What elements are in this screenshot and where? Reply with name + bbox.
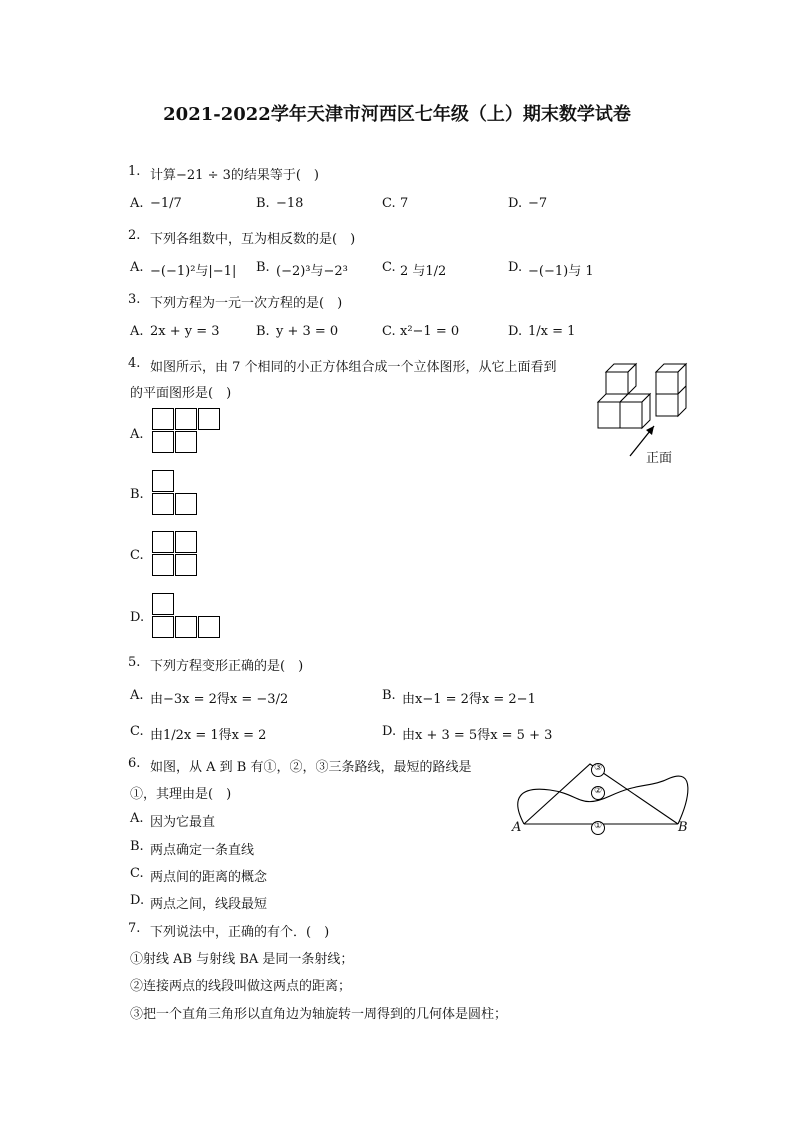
q3-option-a-label: A.	[130, 324, 144, 339]
q6-route-figure	[510, 758, 700, 838]
q1-number: 1.	[128, 164, 141, 179]
q5-option-b: 由x−1 = 2得x = 2−1	[402, 692, 536, 707]
q4-option-c-label: C.	[130, 548, 144, 563]
q1-option-d-label: D.	[508, 196, 523, 211]
q2-option-a-label: A.	[130, 260, 144, 275]
q4-option-b-label: B.	[130, 487, 144, 502]
page-title: 2021-2022学年天津市河西区七年级（上）期末数学试卷	[163, 104, 631, 125]
q6-route-1-label: ①	[593, 821, 603, 831]
q5-option-c: 由1/2x = 1得x = 2	[150, 728, 267, 743]
q7-statement-2: ②连接两点的线段叫做这两点的距离；	[130, 979, 352, 994]
q5-option-a-label: A.	[130, 688, 144, 703]
q4-option-a-grid	[152, 408, 224, 456]
q3-option-b: y + 3 = 0	[276, 324, 339, 339]
q4-text-line1: 如图所示，由 7 个相同的小正方体组合成一个立体图形，从它上面看到	[150, 360, 557, 375]
q5-option-a: 由−3x = 2得x = −3/2	[150, 692, 289, 707]
q2-text: 下列各组数中，互为相反数的是( )	[150, 232, 356, 247]
q1-option-c: 7	[400, 196, 409, 211]
q6-option-b: 两点确定一条直线	[150, 843, 255, 858]
q6-option-c: 两点间的距离的概念	[150, 870, 268, 885]
q4-option-a-label: A.	[130, 427, 144, 442]
q1-option-a-label: A.	[130, 196, 144, 211]
q4-front-label: 正面	[646, 451, 673, 466]
q3-text: 下列方程为一元一次方程的是( )	[150, 296, 343, 311]
q3-option-c-label: C.	[382, 324, 396, 339]
q1-option-d: −7	[528, 196, 548, 211]
q6-route-3-label: ③	[593, 763, 603, 773]
q6-route-2-line	[518, 776, 688, 824]
q7-text: 下列说法中，正确的有个．( )	[150, 925, 330, 940]
q2-option-d: −(−1)与 1	[528, 264, 594, 279]
q2-option-b-label: B.	[256, 260, 270, 275]
q3-option-b-label: B.	[256, 324, 270, 339]
q3-option-d: 1/x = 1	[528, 324, 576, 339]
q3-option-c: x²−1 = 0	[400, 324, 460, 339]
q1-option-a: −1/7	[150, 196, 182, 211]
q7-number: 7.	[128, 921, 141, 936]
q7-statement-3: ③把一个直角三角形以直角边为轴旋转一周得到的几何体是圆柱；	[130, 1007, 508, 1022]
q3-option-d-label: D.	[508, 324, 523, 339]
q1-option-c-label: C.	[382, 196, 396, 211]
q6-text-line1: 如图，从 A 到 B 有①，②，③三条路线，最短的路线是	[150, 760, 472, 775]
q5-option-d-label: D.	[382, 724, 397, 739]
q5-text: 下列方程变形正确的是( )	[150, 659, 304, 674]
q6-point-a: A	[512, 820, 522, 835]
q6-option-a-label: A.	[130, 811, 144, 826]
q3-number: 3.	[128, 292, 141, 307]
q6-option-d: 两点之间，线段最短	[150, 897, 268, 912]
q6-option-b-label: B.	[130, 839, 144, 854]
q2-option-a: −(−1)²与|−1|	[150, 264, 237, 279]
q2-number: 2.	[128, 228, 141, 243]
q4-option-d-grid	[152, 593, 224, 641]
q1-option-b-label: B.	[256, 196, 270, 211]
q6-text-line2: ①，其理由是( )	[130, 787, 232, 802]
q6-option-a: 因为它最直	[150, 815, 216, 830]
q5-option-d: 由x + 3 = 5得x = 5 + 3	[402, 728, 553, 743]
q2-option-c: 2 与1/2	[400, 264, 447, 279]
q6-option-c-label: C.	[130, 866, 144, 881]
q1-option-b: −18	[276, 196, 304, 211]
q2-option-c-label: C.	[382, 260, 396, 275]
q6-point-b: B	[678, 820, 688, 835]
q5-number: 5.	[128, 655, 141, 670]
q3-option-a: 2x + y = 3	[150, 324, 220, 339]
q4-number: 4.	[128, 356, 141, 371]
q2-option-d-label: D.	[508, 260, 523, 275]
q6-option-d-label: D.	[130, 893, 145, 908]
q6-route-2-label: ②	[593, 786, 603, 796]
q4-text-line2: 的平面图形是( )	[130, 386, 232, 401]
q6-number: 6.	[128, 756, 141, 771]
q5-option-c-label: C.	[130, 724, 144, 739]
q7-statement-1: ①射线 AB 与射线 BA 是同一条射线；	[130, 952, 354, 967]
q5-option-b-label: B.	[382, 688, 396, 703]
q4-option-d-label: D.	[130, 610, 145, 625]
q1-text: 计算−21 ÷ 3的结果等于( )	[150, 168, 320, 183]
q2-option-b: (−2)³与−2³	[276, 264, 348, 279]
q4-option-b-grid	[152, 470, 200, 518]
q4-option-c-grid	[152, 531, 200, 579]
